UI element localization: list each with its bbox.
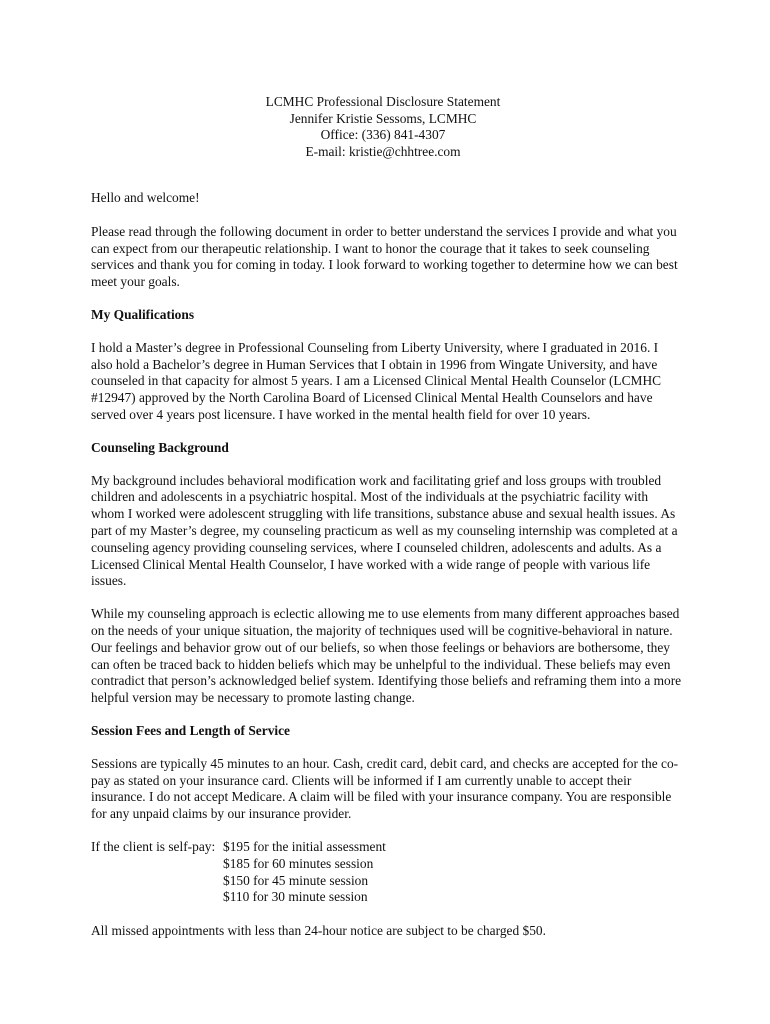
document-page [91, 94, 683, 940]
intro-paragraph: Please read through the following document in order to better understand the services I provide and what you can expect from our therapeutic relationship. I want to honor the courage that it takes to seek counseling services and thank you for coming in today. I look forward to working together to determine how we can best meet your goals. [91, 223, 678, 290]
fee-row [91, 873, 683, 890]
document-header [83, 94, 683, 160]
background-paragraph-1: My background includes behavioral modification work and facilitating grief and loss groups with troubled children and adolescents in a psychiatric hospital. Most of the individuals at the psychiatric facility with whom I worked were adolescent struggling with life transitions, substance abuse and sexual health issues. As part of my Master’s degree, my counseling practicum as well as my counseling internship was completed at a counseling agency providing counseling services, where I counseled children, adolescents and adults. As a Licensed Clinical Mental Health Counselor, I have worked with a wide range of people with various life issues. [91, 472, 678, 589]
document-title: LCMHC Professional Disclosure Statement [265, 94, 501, 109]
self-pay-rates [91, 839, 683, 906]
qualifications-heading: My Qualifications [91, 306, 195, 322]
background-heading: Counseling Background [91, 439, 229, 455]
fee-row [91, 839, 683, 856]
fee-rate: $195 for the initial assessment [223, 838, 386, 854]
qualifications-paragraph: I hold a Master’s degree in Professional Counseling from Liberty University, where I graduated in 2016. I also hold a Bachelor’s degree in Human Services that I obtain in 1996 from Wingate University, and have counseled in that capacity for almost 5 years. I am a Licensed Clinical Mental Health Counselor (LCMHC #12947) approved by the North Carolina Board of Licensed Clinical Mental Health Counselors and have served over 4 years post licensure. I have worked in the mental health field for over 10 years. [91, 339, 662, 422]
email-address: E-mail: kristie@chhtree.com [305, 143, 461, 159]
office-phone: Office: (336) 841-4307 [320, 127, 446, 142]
fee-rate: $110 for 30 minute session [223, 889, 368, 905]
fee-row [91, 889, 683, 906]
fee-row [91, 856, 683, 873]
greeting: Hello and welcome! [91, 190, 200, 205]
background-paragraph-2: While my counseling approach is eclectic allowing me to use elements from many different approaches based on the needs of your unique situation, the majority of techniques used will be cognitive-behavioral in nature. Our feelings and behavior grow out of our beliefs, so when those feelings or behaviors are bothersome, they can often be traced back to hidden beliefs which may be unhelpful to the individual. These beliefs may even contradict that person’s acknowledged belief system. Identifying those beliefs and reframing them into a more helpful version may be necessary to promote lasting change. [91, 606, 682, 706]
fees-paragraph: Sessions are typically 45 minutes to an hour. Cash, credit card, debit card, and checks are accepted for the co-pay as stated on your insurance card. Clients will be informed if I am currently unable to accept their insurance. I do not accept Medicare. A claim will be filed with your insurance company. You are responsible for any unpaid claims by our insurance provider. [91, 755, 679, 822]
fee-rate: $185 for 60 minutes session [223, 855, 374, 871]
fee-rate: $150 for 45 minute session [223, 872, 369, 888]
fees-heading: Session Fees and Length of Service [91, 722, 290, 738]
self-pay-label: If the client is self-pay: [91, 838, 216, 854]
missed-appointment-policy: All missed appointments with less than 24-hour notice are subject to be charged $50. [91, 923, 546, 939]
counselor-name: Jennifer Kristie Sessoms, LCMHC [289, 110, 477, 126]
